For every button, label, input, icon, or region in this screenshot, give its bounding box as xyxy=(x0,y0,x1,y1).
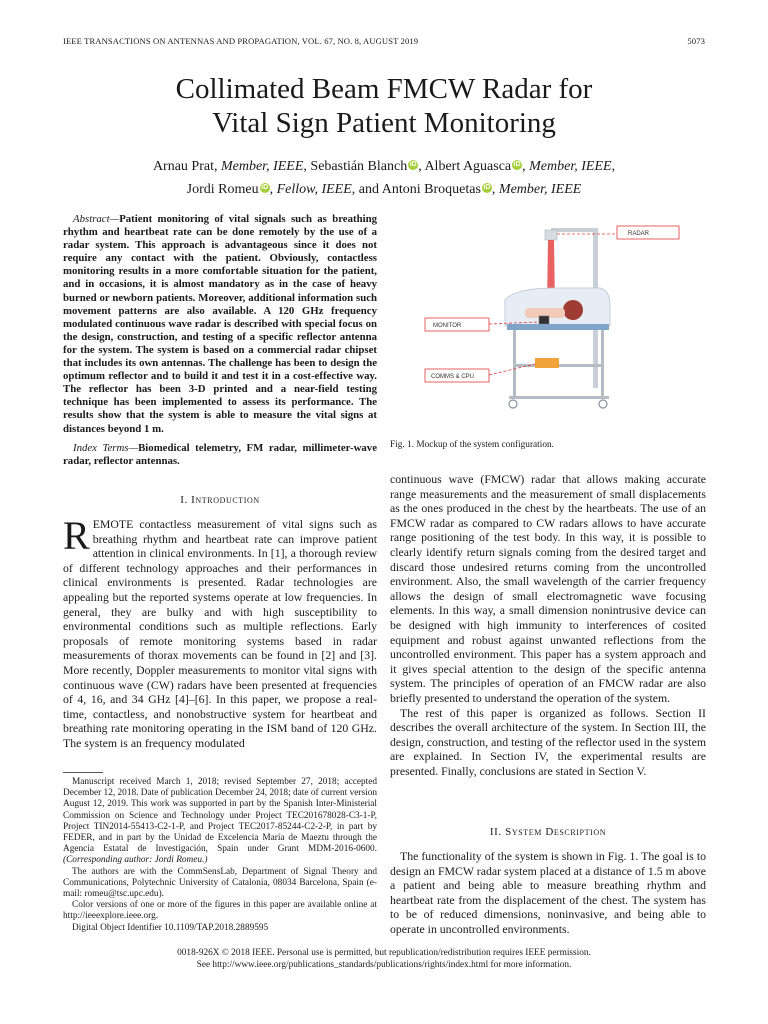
incubator-base xyxy=(507,324,609,330)
orcid-icon[interactable]: iD xyxy=(513,161,521,168)
copyright-line-1: 0018-926X © 2018 IEEE. Personal use is permitted, but republication/redistribution requires IEEE permission. xyxy=(177,948,591,958)
figure-caption: Fig. 1. Mockup of the system configuration. xyxy=(390,440,554,450)
author-prat: Arnau Prat, xyxy=(152,159,218,174)
footnote-color: Color versions of one or more of the figures in this paper are available online at http://ieeexplore.ieee.org. xyxy=(63,900,377,922)
author-line-2: Jordi Romeu iD , Fellow, IEEE, and Antoni Broquetas iD , Member, IEEE xyxy=(186,182,582,197)
copyright-notice xyxy=(0,947,768,971)
figure-system-mockup xyxy=(405,218,695,418)
paragraph-organization: The rest of this paper is organized as follows. Section II describes the overall architecture of the system. In Section III, the design, construction, and testing of the reflector used in the system are explained. In Section IV, the experimental results are presented. Finally, conclusions are stated in Section V. xyxy=(390,705,706,778)
cart-wheel xyxy=(509,400,517,408)
right-column-body xyxy=(390,472,706,778)
system-mockup-image xyxy=(405,218,695,418)
index-terms-text: Biomedical telemetry, FM radar, millimeter-wave radar, reflector antennas. xyxy=(63,442,377,468)
running-header-journal: IEEE TRANSACTIONS ON ANTENNAS AND PROPAGATION, VOL. 67, NO. 8, AUGUST 2019 xyxy=(63,36,419,46)
system-description-body xyxy=(390,849,706,937)
patient-head xyxy=(563,300,583,320)
abstract-text: Patient monitoring of vital signals such as breathing rhythm and heartbeat rate can be done remotely by the use of a radar system. This approach is advantageous since it does not require any contact with the patient. Obviously, contactless monitoring results in a more comfortable situation for the patient, and in occasions, it is almost mandatory as in the case of heavy burned or newborn patients. Moreover, additional information such movement patterns are also available. A 120 GHz frequency modulated continuous wave radar is described with special focus on the design, construction, and testing of a specific reflector antenna for the system. The system is based on a commercial radar chipset that includes its own antennas. The challenge has been to design the optimum reflector and to build it and test it in a cost-effective way. The reflector has been 3-D printed and a near-field testing technique has been implemented to assess its performance. The results show that the system is able to measure the vital signs at distances beyond 1 m. xyxy=(63,213,377,435)
paragraph-fmcw: continuous wave (FMCW) radar that allows making accurate range measurements and the measurement of small displacements as the ones produced in the chest by the heartbeats. The use of an FMCW radar as compared to CW radars allows to have accurate range positioning of the test body. In this way, it is possible to clearly identify return signals coming from the desired target and discard those undesired returns coming from the uncontrolled environment. Also, the small wavelength of the carrier frequency allows the design of small electromagnetic wave focusing elements. In this way, a small dimension nonintrusive device can be designed with high immunity to interferences of cosited equipment and robust against unwanted reflections from the uncontrolled environment. This paper has a system approach and it gives special attention to the design of the specific antenna system. The principles of operation of an FMCW radar are also briefly presented to understand the operation of the system. xyxy=(390,472,706,705)
author-aguasca-role: Member, IEEE xyxy=(529,159,612,174)
paragraph-functionality: The functionality of the system is shown in Fig. 1. The goal is to design an FMCW radar system placed at a distance of 1.5 m above a patient and being able to measure breathing rhythm and heartbeat rate from the displacement of the chest. The system has to be of reduced dimensions, noninvasive, and being able to operate in uncontrolled environments. xyxy=(390,849,706,936)
paper-title xyxy=(0,72,768,140)
copyright-line-2: See http://www.ieee.org/publications_standards/publications/rights/index.html for more information. xyxy=(196,960,572,970)
monitor-screen xyxy=(539,316,549,324)
orcid-icon[interactable]: iD xyxy=(261,184,269,191)
comms-label: COMMS & CPU xyxy=(431,374,475,380)
author-list xyxy=(0,155,768,201)
orcid-icon[interactable]: iD xyxy=(409,161,417,168)
introduction-body xyxy=(63,513,377,751)
author-romeu: Jordi Romeu xyxy=(186,182,259,197)
cart-base xyxy=(509,396,609,399)
index-terms-lead: Index Terms— xyxy=(73,442,139,454)
author-line-1: Arnau Prat, Member, IEEE, Sebastián Blanch iD , Albert Aguasca iD , Member, IEEE, xyxy=(152,159,616,174)
first-word: EMOTE xyxy=(92,517,134,531)
section-heading-system-description: II. System Description xyxy=(489,826,607,838)
cart-wheel xyxy=(599,400,607,408)
author-blanch: , Sebastián Blanch xyxy=(303,159,408,174)
comms-cpu-box xyxy=(535,358,559,368)
footnote-manuscript: Manuscript received March 1, 2018; revised September 27, 2018; accepted December 12, 2018. Date of publication December 24, 2018; date of current version August 12, 2019. This work was supported in part by the Spanish Inter-Ministerial Commission on Science and Technology under Project TEC20167802​8-C3-1-P, Project TIN2014-55413-C2-1-P, and Project TEC2017-85244-C2-2-P, in part by FEDER, and in part by the Unidad de Excelencia María de Maeztu through the Agencia Estatal de Investigación, Spain under Grant MDM-2016-0600. (Corresponding author: Jordi Romeu.) xyxy=(63,777,377,866)
comms-leader-line xyxy=(489,364,535,375)
radar-unit xyxy=(545,230,557,240)
footnote-doi: Digital Object Identifier 10.1109/TAP.2018.2889595 xyxy=(72,922,269,933)
title-line-1: Collimated Beam FMCW Radar for xyxy=(175,73,593,105)
author-prat-role: Member, IEEE xyxy=(220,159,304,174)
support-arm xyxy=(551,228,597,232)
drop-cap: R xyxy=(63,513,90,558)
incubator xyxy=(505,288,610,326)
author-romeu-role: Fellow, IEEE xyxy=(276,182,352,197)
monitor-label: MONITOR xyxy=(433,323,462,329)
footnote xyxy=(63,777,377,934)
author-broquetas: , and Antoni Broquetas xyxy=(351,182,481,197)
introduction-paragraph: REMOTE contactless measurement of vital signs such as breathing rhythm and heartbeat rate can improve patient attention in clinical environments. In [1], a thorough review of different technology approaches and their performances in clinical environments is presented. Radar technologies are appealing but the reported systems operate at low frequencies. In general, they are bulky and with high susceptibility to environmental conditions such as multiple reflections. Early proposals of remote monitoring systems based in radar measurements of thorax movements can be found in [2] and [3]. More recently, Doppler measurements to monitor vital signs with continuous wave (CW) radars have been presented at frequencies of 4, 16, and 34 GHz [4]–[6]. In this paper, we propose a real-time, contactless, and nonobstructive system for heartbeat and breathing rate monitoring operating in the ISM band of 120 GHz. The system is an frequency modulated xyxy=(63,513,377,750)
footnote-affiliation: The authors are with the CommSensLab, Department of Signal Theory and Communications, Polytechnic University of Catalonia, 08034 Barcelona, Spain (e-mail: romeu@tsc.upc.edu). xyxy=(63,866,377,900)
index-terms xyxy=(63,442,377,468)
author-broquetas-role: Member, IEEE xyxy=(498,182,582,197)
abstract xyxy=(63,213,377,436)
page-number: 5073 xyxy=(687,36,705,46)
orcid-icon[interactable]: iD xyxy=(483,184,491,191)
title-line-2: Vital Sign Patient Monitoring xyxy=(212,107,556,139)
footnote-rule xyxy=(63,772,103,773)
author-aguasca: , Albert Aguasca xyxy=(418,159,512,174)
section-heading-introduction: I. Introduction xyxy=(180,494,260,506)
abstract-lead: Abstract— xyxy=(73,213,120,225)
radar-label: RADAR xyxy=(628,231,650,237)
